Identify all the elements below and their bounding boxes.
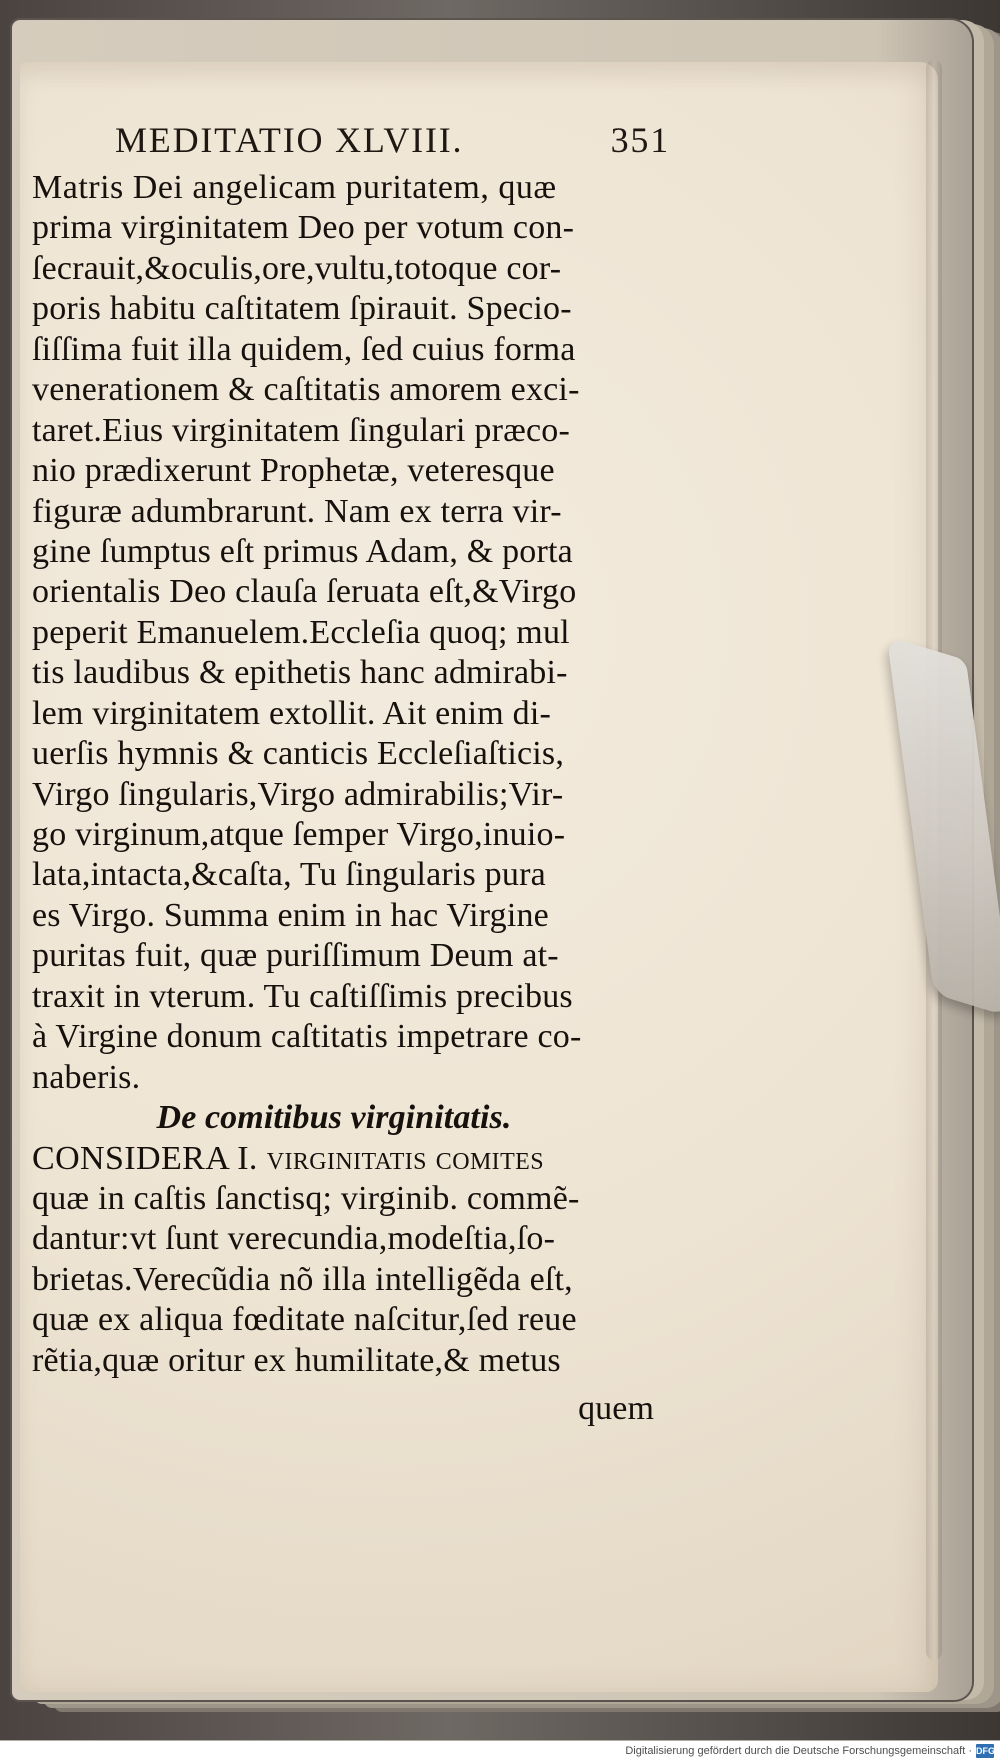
digitization-credit: Digitalisierung gefördert durch die Deutsche Forschungsgemeinschaft · [625, 1745, 972, 1757]
page-number: 351 [610, 120, 670, 160]
text-line: brietas.Verecũdia nõ illa intelligẽda eſt, [32, 1260, 573, 1298]
text-line: venerationem & caſtitatis amorem exci- [32, 371, 580, 409]
text-line: quæ ex aliqua fœditate naſcitur,ſed reue [32, 1301, 577, 1339]
running-head [115, 119, 670, 161]
text-line: nio prædixerunt Prophetæ, veteresque [32, 452, 555, 490]
text-line: go virginum,atque ſemper Virgo,inuio- [32, 816, 566, 853]
catchword: quem [578, 1390, 654, 1428]
text-line: rẽtia,quæ oritur ex humilitate,& metus [32, 1341, 561, 1379]
text-line: figuræ adumbrarunt. Nam ex terra vir- [32, 492, 562, 530]
text-line: lem virginitatem extollit. Ait enim di- [32, 694, 551, 732]
text-line: prima virginitatem Deo per votum con- [32, 209, 575, 247]
text-line: orientalis Deo clauſa ſeruata eſt,&Virgo [32, 573, 577, 611]
text-line: Virgo ſingularis,Virgo admirabilis;Vir- [32, 775, 564, 813]
text-line: gine ſumptus eſt primus Adam, & porta [32, 532, 573, 570]
page-text [32, 168, 672, 1428]
text-line: ſiſſima fuit illa quidem, ſed cuius forma [32, 330, 576, 368]
text-line: uerſis hymnis & canticis Eccleſiaſticis, [32, 735, 565, 773]
text-line: quæ in caſtis ſanctisq; virginib. commẽ- [32, 1179, 580, 1217]
text-line: taret.Eius virginitatem ſingulari præco- [32, 411, 571, 449]
text-line: peperit Emanuelem.Eccleſia quoq; mul [32, 613, 570, 651]
footer-band [0, 1740, 1000, 1763]
text-line: es Virgo. Summa enim in hac Virgine [32, 896, 549, 934]
text-line: CONSIDERA I. virginitatis comites [32, 1139, 544, 1177]
text-line: dantur:vt ſunt verecundia,modeſtia,ſo- [32, 1220, 556, 1258]
dfg-logo: DFG [976, 1746, 995, 1756]
text-line: poris habitu caſtitatem ſpirauit. Specio- [32, 290, 572, 328]
text-line: Matris Dei angelicam puritatem, quæ [32, 169, 557, 206]
text-line: à Virgine donum caſtitatis impetrare co- [32, 1018, 582, 1056]
text-line: puritas fuit, quæ puriſſimum Deum at- [32, 937, 559, 975]
running-title: MEDITATIO XLVIII. [115, 120, 464, 160]
text-line: ſecrauit,&oculis,ore,vultu,totoque cor- [32, 249, 562, 287]
text-line: traxit in vterum. Tu caſtiſſimis precibus [32, 977, 573, 1015]
section-heading: De comitibus virginitatis. [156, 1099, 512, 1137]
text-line: naberis. [32, 1058, 141, 1096]
text-line: lata,intacta,&caſta, Tu ſingularis pura [32, 856, 546, 894]
text-line: tis laudibus & epithetis hanc admirabi- [32, 654, 568, 692]
